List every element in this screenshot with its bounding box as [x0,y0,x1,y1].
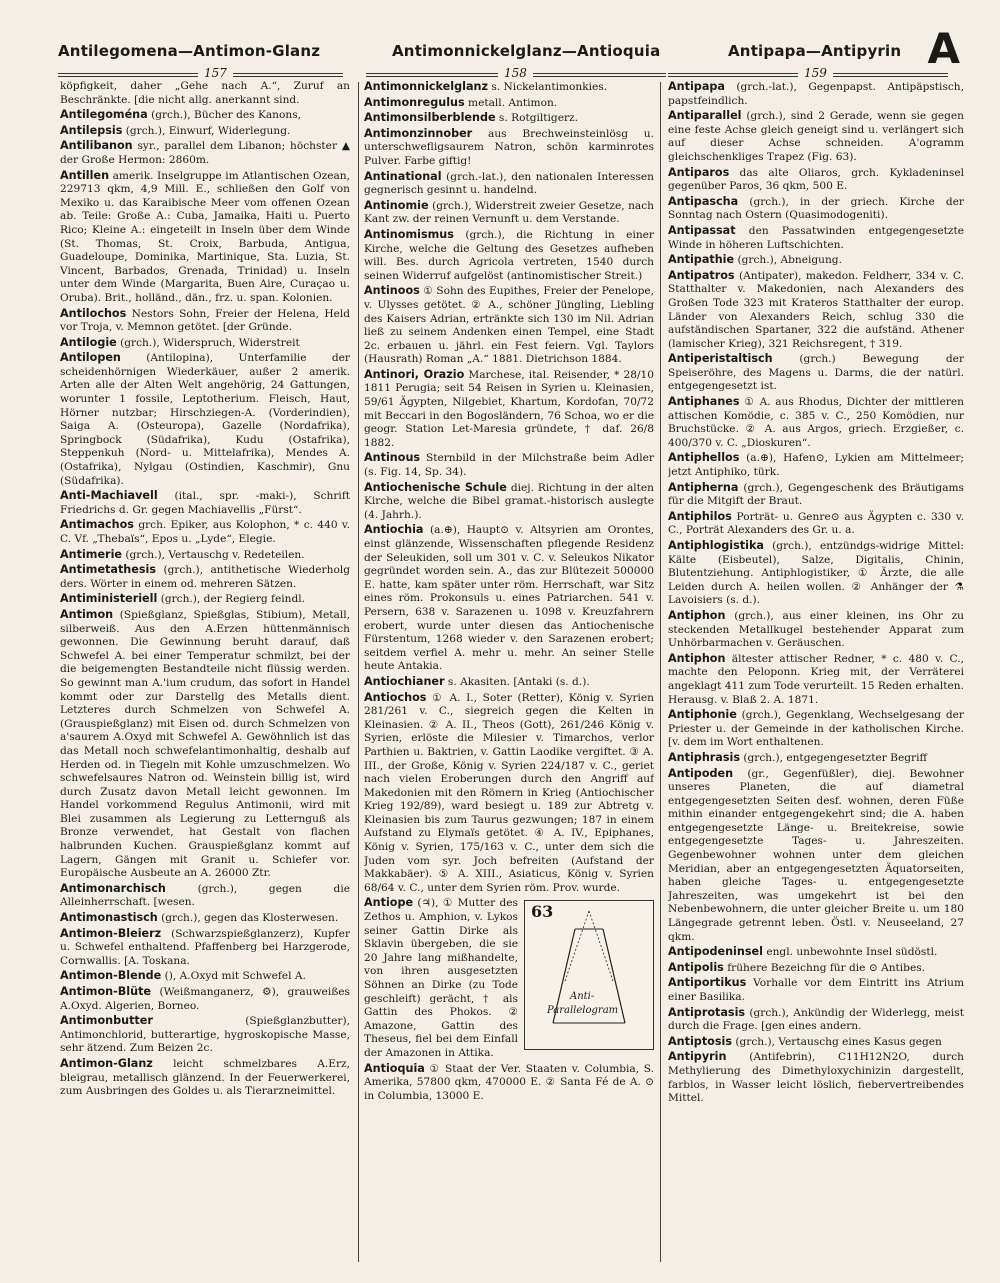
entry-headword: Antiochos [364,690,427,704]
dictionary-entry [364,284,654,367]
entry-headword: Antinous [364,451,421,465]
dictionary-entry [60,882,350,910]
entry-text: (grch.), in der griech. Kirche der Sonntag nach Ostern (Quasimodogeniti). [668,195,964,222]
dictionary-entry [364,1062,654,1104]
entry-headword: Antipyrin [668,1050,727,1064]
dictionary-entry [364,96,654,111]
entry-headword: Antimonastisch [60,911,158,925]
entry-headword: Antiphon [668,608,726,622]
entry-headword: Antiphellos [668,451,740,465]
dictionary-entry [60,969,350,984]
entry-headword: Antiphonie [668,708,737,722]
entry-headword: Antiphanes [668,395,740,409]
dictionary-entry [668,539,964,608]
dictionary-entry [60,592,350,607]
figure-number: 63 [531,902,554,922]
dictionary-entry [668,195,964,223]
entry-text: (), A.Oxyd mit Schwefel A. [164,970,306,983]
entry-text: (Antilopina), Unterfamilie der scheidenhörnigen Wiederkäuer, außer 2 amerik. Arten alle der Alten Welt angehörig, 24 Gattungen, worunter 1 fossile, Leptotherium. Fleisch, Haut, Hörner nutzbar; Hirschziegen-A. (Vorderindien), Saiga A. (Osteuropa), Gazelle (Nordafrika), Springbock (Südafrika), Kudu (Ostafrika), Steppenkuh (Nord- u. Mittelafrika), Mendes A. (Ostafrika), Nylgau (Ostindien, Kaschmir), Gnu (Südafrika). [60,352,350,487]
entry-text: köpfigkeit, daher „Gehe nach A.“, Zuruf an Beschränkte. [die nicht allg. anerkannt sind. [60,80,350,106]
entry-headword: Antipathie [668,253,735,267]
entry-headword: Anti-Machiavell [60,489,158,503]
entry-text: (grch.), Vertauschg v. Redeteilen. [125,548,305,561]
entry-headword: Antimerie [60,547,122,561]
dictionary-entry [364,228,654,283]
dictionary-entry [364,675,654,690]
dictionary-entry [668,1050,964,1105]
dictionary-entry [60,80,350,107]
entry-text: Sternbild in der Milchstraße beim Adler (s. Fig. 14, Sp. 34). [364,452,654,479]
entry-headword: Antilogie [60,335,117,349]
folio-row [58,66,948,80]
entry-text: Porträt- u. Genre⊙ aus Ägypten c. 330 v. C., Porträt Alexanders des Gr. u. a. [668,510,964,537]
dictionary-entry [668,109,964,164]
entry-headword: Antipoden [668,766,734,780]
entry-text: (♃), ① Mutter des Zethos u. Amphion, v. Lykos seiner Gattin Dirke als Sklavin übergeben, die sie 20 Jahre lang mißhandelte, von ihren ausgesetzten Söhnen an Dirke (zu Tode geschleift) gerächt, † als Gattin des Phokos. ② Amazone, Gattin des Theseus, fiel bei dem Einfall der Amazonen in Attika. [364,897,518,1059]
entry-headword: Antinomie [364,198,429,212]
dictionary-entry [60,351,350,488]
entry-headword: Antiministeriell [60,592,158,606]
entry-text: s. Rotgiltigerz. [498,112,578,125]
entry-text: ① A. I., Soter (Retter), König v. Syrien 281/261 v. C., siegreich gegen die Kelten in Kleinasien. ② A. II., Theos (Gott), 261/246 König v. Syrien, erlöste die Milesier v. Timarchos, verlor Parthien u. Baktrien, v. Gattin Laodike vergiftet. ③ A. III., der Große, König v. Syrien 224/187 v. C., geriet nach vielen Eroberungen durch den Angriff auf Makedonien mit den Römern in Krieg (Antiochischer Krieg 192/89), ward besiegt u. 189 zur Abtretg v. Kleinasien bis zum Taurus gezwungen; 187 in einem Aufstand zu Elymaïs getötet. ④ A. IV., Epiphanes, König v. Syrien, 175/163 v. C., unter dem sich die Juden vom syr. Joch befreiten (Aufstand der Makkabäer). ⑤ A. XIII., Asiaticus, König v. Syrien 68/64 v. C., unter dem Syrien röm. Prov. wurde. [364,691,654,894]
entry-headword: Antilopen [60,351,121,365]
dictionary-entry [364,111,654,126]
dictionary-entry [668,166,964,194]
dictionary-entry [60,139,350,167]
entry-text: (grch.), aus einer kleinen, ins Ohr zu steckenden Metallkugel bestehender Apparat zum Unhörbarmachen v. Geräuschen. [668,609,964,650]
entry-headword: Antimonbutter [60,1014,153,1028]
entry-text: amerik. Inselgruppe im Atlantischen Ozean, 229713 qkm, 4,9 Mill. E., schließen den Golf von Mexiko u. das Karaibische Meer vom offenen Ozean ab. Teile: Große A.: Cuba, Jamaika, Haiti u. Puerto Rico; Kleine A.: eingeteilt in Inseln über dem Winde (St. Thomas, St. Croix, Barbuda, Antigua, Guadeloupe, Dominika, Martinique, Sta. Luzia, St. Vincent, Barbados, Grenada, Trinidad) u. Inseln unter dem Winde (Margarita, Buen Aire, Curaçao u. Oruba). Brit., holländ., dän., frz. u. span. Kolonien. [60,169,350,304]
dictionary-entry [668,352,964,394]
entry-headword: Antipherna [668,480,739,494]
entry-text: (grch.), Widerspruch, Widerstreit [120,336,300,349]
entry-headword: Antilochos [60,306,127,320]
entry-headword: Antilegoména [60,108,148,122]
dictionary-entry [668,609,964,651]
dictionary-entry [668,1035,964,1050]
text-column-2 [364,80,654,1260]
dictionary-entry [60,608,350,881]
entry-headword: Antiphrasis [668,750,740,764]
entry-text: ① Sohn des Eupithes, Freier der Penelope, v. Ulysses getötet. ② A., schöner Jüngling, Liebling des Kaisers Adrian, ertränkte sich 130 im Nil. Adrian ließ zu seinem Andenken einen Tempel, eine Stadt 2c. erbauen u. jährl. ein Fest feiern. Vgl. Taylors (Hausrath) Roman „A.“ 1881. Dietrichson 1884. [364,285,654,366]
dictionary-entry [60,518,350,546]
entry-headword: Antilibanon [60,139,133,153]
entry-text: s. Nickelantimonkies. [491,81,608,93]
entry-headword: Antipolis [668,960,724,974]
entry-text: leicht schmelzbares A.Erz, bleigrau, metallisch glänzend. In der Feuerwerkerei, zum Ausbringen des Goldes u. als Tierarzneimittel. [60,1057,350,1098]
entry-headword: Antiptosis [668,1034,733,1048]
dictionary-entry [364,199,654,227]
entry-text: (a.⊕), Hafen⊙, Lykien am Mittelmeer; jetzt Antiphiko, türk. [668,452,964,479]
text-column-3 [668,80,964,1260]
entry-text: frühere Bezeichng für die ⊙ Antibes. [727,961,926,974]
entry-text: (grch.), entzündgs-widrige Mittel: Kälte (Eisbeutel), Salze, Digitalis, Chinin, Blutentziehung. Antiphlogistiker, ① Ärzte, die alle Leiden durch A. heilen wollen. ② Anhänger der ⚗ Lavoisiers (s. d.). [668,540,964,607]
entry-headword: Antilepsis [60,123,123,137]
entry-headword: Antiprotasis [668,1005,746,1019]
entry-text: (Antipater), makedon. Feldherr, 334 v. C. Statthalter v. Makedonien, nach Alexanders des Großen Tode 323 mit Krateros Statthalter der europ. Länder von Alexanders Reich, schlug 330 die aufständischen Spartaner, 322 die aufständ. Athener (lamischer Krieg), 321 Reichsregent, † 319. [668,269,964,350]
entry-headword: Antinoos [364,284,420,298]
entry-headword: Antimonsilberblende [364,111,496,125]
entry-text: s. Akasiten. [Antaki (s. d.). [447,675,590,688]
figure-anti-parallelogram [524,900,654,1050]
entry-headword: Antimon-Bleierz [60,926,162,940]
entry-text: (grch.), gegen die Alleinherrschaft. [wesen. [60,882,350,909]
entry-text: Vorhalle vor dem Eintritt ins Atrium einer Basilika. [668,977,964,1003]
entry-headword: Antinational [364,169,442,183]
entry-text: (Antifebrin), C11H12N2O, durch Methylierung des Dimethyloxychinizin dargestellt, farblos, in Wasser leicht löslich, fiebervertreibendes Mittel. [668,1051,964,1105]
entry-text: (grch.-lat.), den nationalen Interessen gegnerisch gesinnt u. handelnd. [364,170,654,197]
dictionary-entry [60,563,350,591]
entry-headword: Antiochianer [364,674,445,688]
dictionary-entry [60,985,350,1013]
column2-running-title: Antimonnickelglanz—Antioquia [392,42,661,60]
dictionary-entry [668,767,964,945]
dictionary-entry [668,481,964,509]
entry-text: (Spießglanzbutter), Antimonchlorid, butterartige, hygroskopische Masse, sehr ätzend. Zum Beizen 2c. [60,1015,350,1055]
page-number: 157 [198,66,233,80]
dictionary-entry [60,1057,350,1099]
entry-text: (Schwarzspießglanzerz), Kupfer u. Schwefel enthaltend. Pfaffenberg bei Harzgerode, Cornwallis. [A. Toskana. [60,927,350,967]
entry-text: aus Brechweinsteinlösg u. unterschwefligsaurem Natron, schön karminrotes Pulver. Farbe giftig! [364,127,654,167]
entry-text: (grch.), antithetische Wiederholg ders. Wörter in einem od. mehreren Sätzen. [60,564,350,590]
dictionary-entry [364,170,654,198]
dictionary-entry [668,945,964,960]
dictionary-entry [668,708,964,750]
dictionary-entry [60,336,350,351]
entry-headword: Antipascha [668,194,739,208]
entry-text: Nestors Sohn, Freier der Helena, Held vor Troja, v. Memnon getötet. [der Gründe. [60,307,350,334]
entry-headword: Antipatros [668,268,735,282]
entry-text: (Spießglanz, Spießglas, Stibium), Metall, silberweiß. Aus den A.Erzen hüttenmännisch gewonnen. Die Gewinnung beruht darauf, daß Schwefel A. bei einer Temperatur schmilzt, bei der die beigemengten Bestandteile nicht flüssig werden. So gewinnt man A.'ium crudum, das sofort in Handel kommt oder zur Darstellg des Metalls dient. Letzteres durch Schmelzen von Schwefel A. (Grauspießglanz) mit Eisen od. durch Schmelzen von a'saurem A.Oxyd mit Schwefel A. Gewöhnlich ist das das Metall noch schwefelantimonhaltig, deshalb auf Herden od. in Tiegeln mit Kohle umzuschmelzen. Wo schwefelsaures Natron od. Weinstein billig ist, wird durch Zusatz davon Metall leicht gewonnen. Im Handel vorkommend Regulus Antimonii, wird mit Blei zusammen als Legierung zu Letternguß als Bronze verwendet, hat Gestalt von flachen halbrunden Kuchen. Grauspießglanz kommt auf Lagern, Gängen mit Granit u. Schiefer vor. Europäische Ausbeute an A. 26000 Ztr. [60,608,350,880]
entry-headword: Antiochenische Schule [364,480,507,494]
entry-text: ① Staat der Ver. Staaten v. Columbia, S. Amerika, 57800 qkm, 470000 E. ② Santa Fé de A. ⊙ in Columbia, 13000 E. [364,1062,654,1102]
anti-parallelogram-diagram [525,901,653,1049]
entry-headword: Antimonarchisch [60,881,166,895]
entry-headword: Antiphlogistika [668,539,764,552]
dictionary-entry [60,1014,350,1056]
dictionary-entry [668,224,964,252]
entry-text: engl. unbewohnte Insel südöstl. [766,946,938,959]
dictionary-entry [60,548,350,563]
dictionary-entry [364,451,654,479]
figure-label: Parallelogram [547,1005,619,1017]
entry-headword: Antipodeninsel [668,945,763,959]
page-number: 158 [498,66,533,80]
entry-text: syr., parallel dem Libanon; höchster ▲ der Große Hermon: 2860m. [60,140,350,166]
entry-headword: Antimon-Blüte [60,985,152,998]
entry-text: (grch.), Widerstreit zweier Gesetze, nach Kant zw. der reinen Vernunft u. dem Verstande. [364,199,654,226]
column-divider [358,82,359,1262]
dictionary-entry [668,961,964,976]
dictionary-entry [668,652,964,707]
dictionary-entry [668,1006,964,1034]
dictionary-entry [60,927,350,969]
entry-headword: Antiochia [364,523,424,537]
entry-headword: Antiportikus [668,976,747,990]
entry-headword: Antiperistaltisch [668,352,773,366]
entry-headword: Antiparallel [668,109,742,123]
column-divider [660,82,661,1262]
entry-text: (grch.), Einwurf, Widerlegung. [125,124,291,137]
entry-headword: Antiphon [668,651,726,665]
section-letter: A [927,24,960,73]
entry-headword: Antipapa [668,80,725,93]
entry-headword: Antimon-Glanz [60,1056,153,1070]
dictionary-entry [60,108,350,123]
entry-text: (grch.) Bewegung der Speiseröhre, des Magens u. Darms, die der natürl. entgegengesetzt ist. [668,353,964,393]
dictionary-entry [668,253,964,268]
entry-headword: Antinomismus [364,227,454,241]
entry-text: (grch.), die Richtung in einer Kirche, welche die Geltung des Gesetzes aufheben will. Bes. durch Agricola vertreten, 1540 durch seinen Widerruf aufgelöst (antinomistischer Streit.) [364,228,654,282]
entry-text: (grch.), Bücher des Kanons, [151,109,302,122]
entry-text: das alte Oliaros, grch. Kykladeninsel gegenüber Paros, 36 qkm, 500 E. [668,166,964,193]
entry-headword: Antimon-Blende [60,969,162,983]
dictionary-entry [60,169,350,306]
dictionary-entry [364,691,654,896]
entry-text: (grch.), Ankündig der Widerlegg, meist durch die Frage. [gen eines andern. [668,1006,964,1033]
entry-headword: Antimonzinnober [364,126,473,140]
entry-text: ① A. aus Rhodus, Dichter der mittleren attischen Komödie, c. 385 v. C., 250 Komödien, nur Bruchstücke. ② A. aus Argos, griech. Erzgießer, c. 400/370 v. C. „Dioskuren“. [668,396,964,449]
entry-text: grch. Epiker, aus Kolophon, * c. 440 v. C. Vf. „Thebaïs“, Epos u. „Lyde“, Elegie. [60,519,350,545]
dictionary-entry [60,124,350,139]
entry-text: Marchese, ital. Reisender, * 28/10 1811 Perugia; seit 54 Reisen in Syrien u. Kleinasien, 59/61 Ägypten, Nilgebiet, Khartum, Kordofan, 70/72 mit Beccari in den Bogosländern, 76 Schoa, wo er die geogr. Station Let-Maresia gründete, † daf. 26/8 1882. [364,368,654,449]
dictionary-entry [364,481,654,523]
entry-headword: Antipassat [668,223,736,237]
text-column-1 [60,80,350,1260]
entry-text: (grch.), entgegengesetzter Begriff [743,751,927,764]
dictionary-entry [668,510,964,538]
entry-text: (grch.), gegen das Klosterwesen. [161,912,339,925]
dictionary-entry [364,523,654,674]
entry-headword: Antioquia [364,1061,425,1075]
dictionary-entry [668,80,964,108]
entry-text: (grch.), Gegengeschenk des Bräutigams für die Mitgift der Braut. [668,481,964,508]
entry-text: (a.⊕), Haupt⊙ v. Altsyrien am Orontes, einst glänzende, Wissenschaften pflegende Residenz der Seleukiden, soll um 301 v. C. v. Seleukos Nikator gegründet worden sein. A., das zur Blütezeit 500000 E. hatte, kam später unter röm. Herrschaft, war Sitz eines röm. Prokonsuls u. eines Patriarchen. 541 v. Persern, 638 v. Sarazenen u. 1098 v. Kreuzfahrern erobert, wurde unter diesen das Antiochenische Fürstentum, 1268 wieder v. den Sarazenen erobert; seitdem verfiel A. mehr u. mehr. An seiner Stelle heute Antakia. [364,524,654,673]
entry-text: (gr., Gegenfüßler), diej. Bewohner unseres Planeten, die auf diametral entgegengesetzten Seiten desf. wohnen, deren Füße mithin einander entgegengekehrt sind; die A. haben entgegengesetzte Länge- u. Breitekreise, sowie entgegengesetzte Tages- u. Jahreszeiten. Gegenbewohner wohnen unter dem gleichen Meridian, aber an entgegengesetzten Äquatorseiten, haben gleiche Tages- u. entgegengesetzte Jahreszeiten, was umgekehrt ist bei den Nebenbewohnern, die unter gleicher Breite u. um 180 Längegrade getrennt leben. Östl. v. Neuseeland, 27 qkm. [668,767,964,943]
entry-text: (grch.-lat.), Gegenpapst. Antipäpstisch, papstfeindlich. [668,81,964,107]
entry-headword: Antiphilos [668,509,732,523]
dictionary-entry [668,451,964,479]
entry-headword: Antimachos [60,518,134,532]
dictionary-entry [668,269,964,352]
entry-headword: Antiope [364,896,414,910]
entry-text: (grch.), der Regierg feindl. [160,593,305,606]
entry-headword: Antinori, Orazio [364,367,465,381]
entry-text: diej. Richtung in der alten Kirche, welche die Bibel gramat.-historisch auslegte (4. Jahrh.). [364,481,654,521]
dictionary-entry [60,307,350,335]
entry-text: ältester attischer Redner, * c. 480 v. C., machte den Peloponn. Krieg mit, der Verräterei angeklagt 411 zum Tode verurteilt. 15 Reden erhalten. Herausg. v. Blaß 2. A. 1871. [668,652,964,706]
entry-text: (ital., spr. -maki-), Schrift Friedrichs d. Gr. gegen Machiavellis „Fürst“. [60,490,350,516]
entry-text: den Passatwinden entgegengesetzte Winde in höheren Luftschichten. [668,224,964,251]
dictionary-entry [364,127,654,169]
entry-headword: Antillen [60,168,110,182]
dictionary-entry [60,489,350,517]
dictionary-entry [668,751,964,766]
entry-text: (grch.), sind 2 Gerade, wenn sie gegen eine feste Achse gleich geneigt sind u. verlängert sich auf dieser Achse schneiden. A'ogramm gleichschenkliges Trapez (Fig. 63). [668,110,964,163]
entry-headword: Antiparos [668,165,730,179]
dictionary-entry [668,395,964,450]
entry-text: (grch.), Vertauschg eines Kasus gegen [735,1035,942,1048]
entry-text: (grch.), Abneigung. [737,254,842,267]
entry-headword: Antimetathesis [60,563,157,577]
entry-headword: Antimonregulus [364,95,465,109]
entry-text: metall. Antimon. [468,96,558,109]
figure-label: Anti- [570,991,595,1003]
column3-running-title: Antipapa—Antipyrin [728,42,902,60]
page-number: 159 [798,66,833,80]
entry-text: (grch.), Gegenklang, Wechselgesang der Priester u. der Gemeinde in der katholischen Kirche. [v. dem im Wort enthaltenen. [668,709,964,749]
dictionary-entry [364,368,654,451]
dictionary-entry [668,976,964,1004]
dictionary-entry [60,911,350,926]
column1-running-title: Antilegomena—Antimon-Glanz [58,42,321,60]
entry-headword: Antimonnickelglanz [364,80,488,93]
dictionary-entry [364,80,654,95]
entry-text: (Weißmanganerz, ⚙), grauweißes A.Oxyd. Algerien, Borneo. [60,986,350,1012]
entry-headword: Antimon [60,607,114,621]
